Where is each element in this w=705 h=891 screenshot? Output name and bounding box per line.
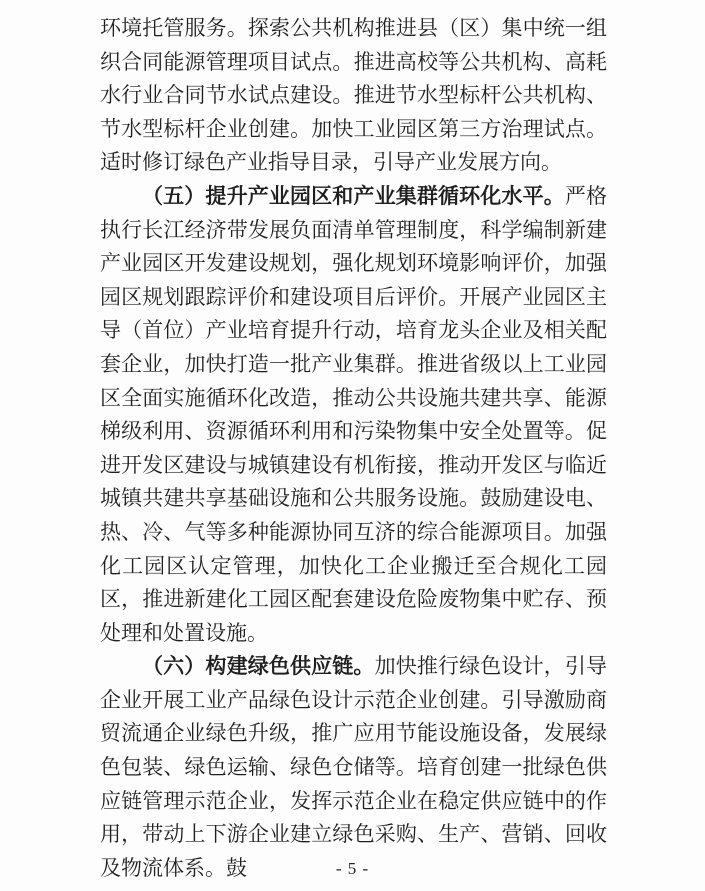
paragraph-section-6 (100, 650, 607, 885)
paragraph-text: 环境托管服务。探索公共机构推进县（区）集中统一组织合同能源管理项目试点。推进高校等公共机构、高耗水行业合同节水试点建设。推进节水型标杆公共机构、节水型标杆企业创建。加快工业园区第三方治理试点。适时修订绿色产业指导目录，引导产业发展方向。 (100, 16, 607, 175)
paragraph-continuation (100, 12, 607, 180)
paragraph-text: 严格执行长江经济带发展负面清单管理制度，科学编制新建产业园区开发建设规划，强化规划环境影响评价，加强园区规划跟踪评价和建设项目后评价。开展产业园区主导（首位）产业培育提升行动，培育龙头企业及相关配套企业，加快打造一批产业集群。推进省级以上工业园区全面实施循环化改造，推动公共设施共建共享、能源梯级利用、资源循环利用和污染物集中安全处置等。促进开发区建设与城镇建设有机衔接，推动开发区与临近城镇共建共享基础设施和公共服务设施。鼓励建设电、热、冷、气等多种能源协同互济的综合能源项目。加强化工园区认定管理，加快化工企业搬迁至合规化工园区，推进新建化工园区配套建设危险废物集中贮存、预处理和处置设施。 (100, 183, 608, 645)
section-heading-6: （六）构建绿色供应链。 (142, 654, 375, 679)
paragraph-section-5 (100, 180, 607, 650)
section-heading-5: （五）提升产业园区和产业集群循环化水平。 (142, 183, 565, 208)
document-body (100, 12, 607, 885)
page-number: - 5 - (335, 859, 370, 878)
paragraph-text: 加快推行绿色设计，引导企业开展工业产品绿色设计示范企业创建。引导激励商贸流通企业绿色升级，推广应用节能设施设备，发展绿色包装、绿色运输、绿色仓储等。培育创建一批绿色供应链管理示范企业，发挥示范企业在稳定供应链中的作用，带动上下游企业建立绿色采购、生产、营销、回收及物流体系。鼓 (100, 654, 608, 880)
